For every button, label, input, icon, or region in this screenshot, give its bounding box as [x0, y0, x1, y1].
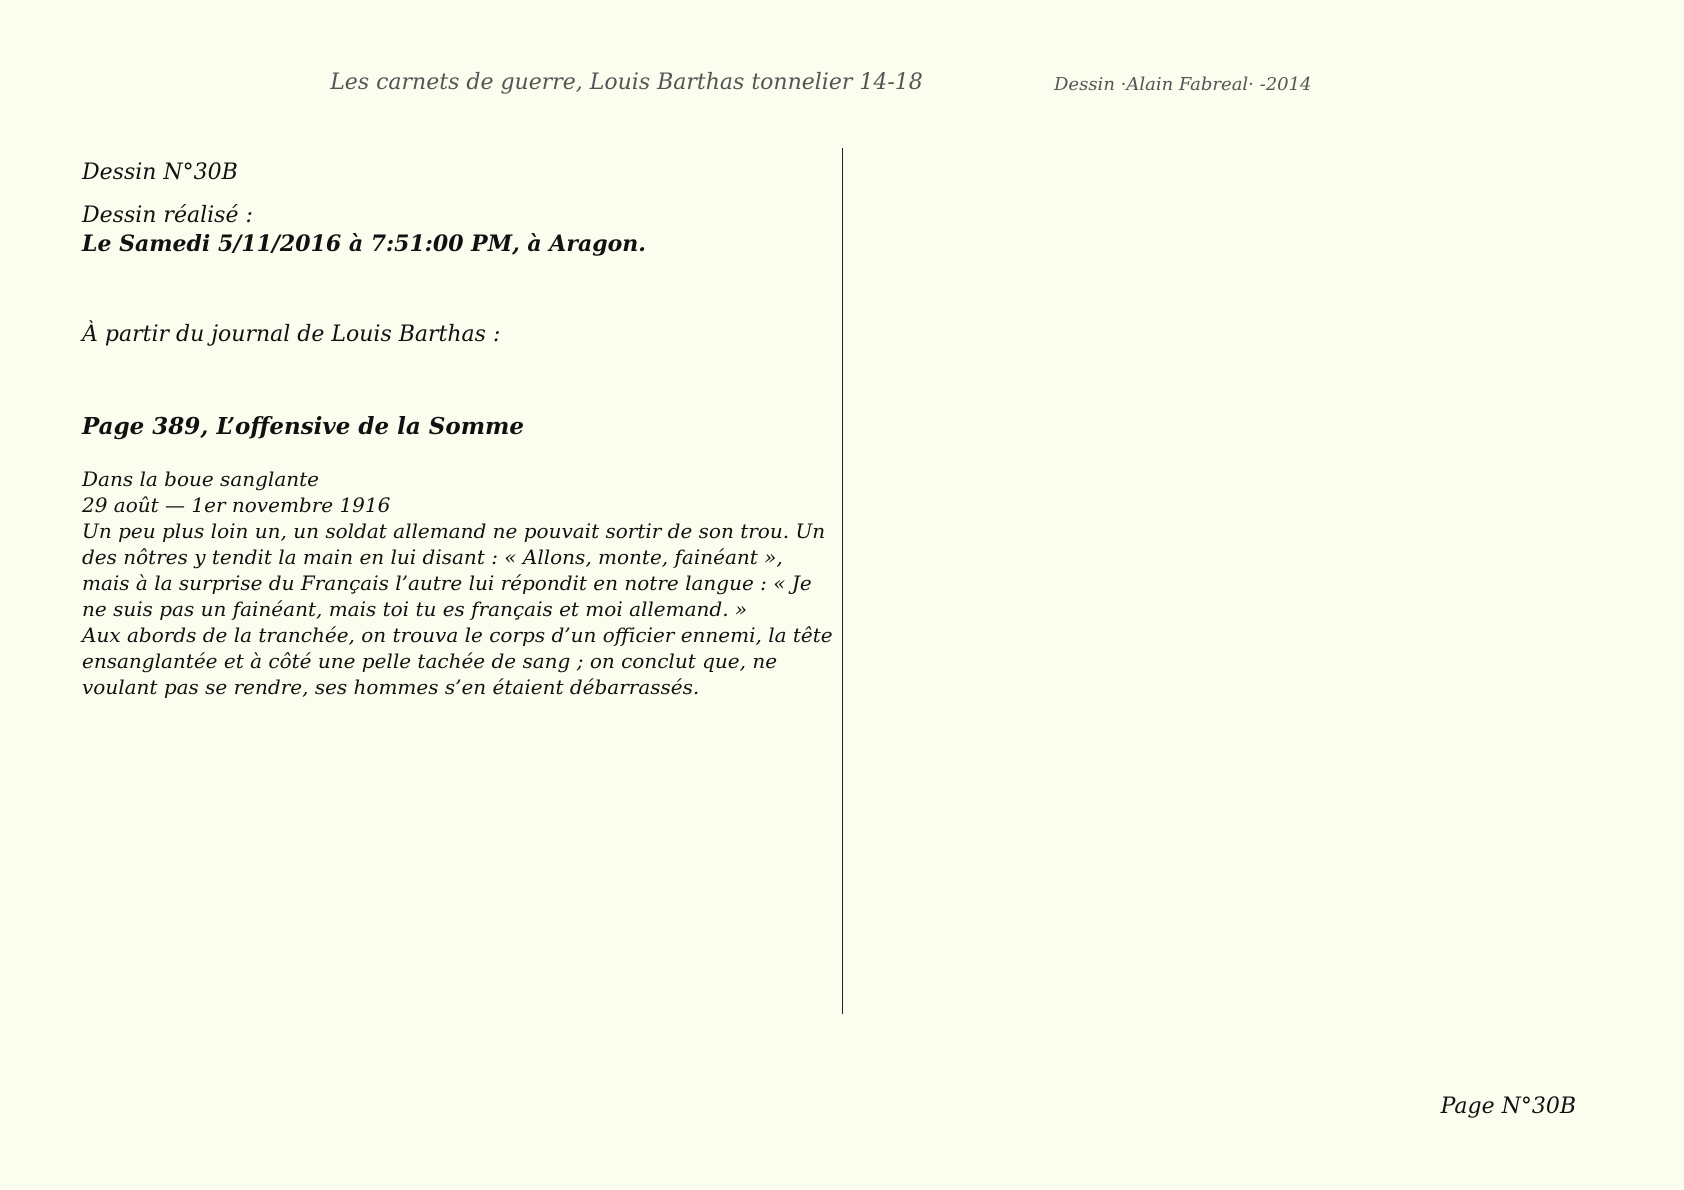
- excerpt-line: 29 août — 1er novembre 1916: [82, 493, 391, 517]
- left-text-panel: [82, 158, 834, 700]
- section-title: Page 389, L’offensive de la Somme: [82, 413, 525, 440]
- made-label: Dessin réalisé :: [82, 203, 253, 228]
- journal-excerpt: [82, 466, 834, 700]
- excerpt-paragraph: Un peu plus loin un, un soldat allemand ne pouvait sortir de son trou. Un des nôtres y tendit la main en lui disant : « Allons, monte, fainéant », mais à la surprise du Français l’autre lui répondit en notre langue : « Je ne suis pas un fainéant, mais toi tu es français et moi allemand. »: [82, 519, 826, 621]
- excerpt-paragraph: Aux abords de la tranchée, on trouva le corps d’un officier ennemi, la tête ensanglantée et à côté une pelle tachée de sang ; on conclut que, ne voulant pas se rendre, ses hommes s’en étaient débarrassés.: [82, 623, 833, 699]
- vertical-divider: [842, 148, 843, 1014]
- excerpt-line: Dans la boue sanglante: [82, 467, 320, 491]
- page-number: Page N°30B: [1440, 1094, 1576, 1119]
- source-intro: À partir du journal de Louis Barthas :: [82, 322, 501, 347]
- drawing-number: Dessin N°30B: [82, 160, 238, 185]
- credit-header: Dessin ·Alain Fabreal· -2014: [1054, 74, 1312, 95]
- book-title-header: Les carnets de guerre, Louis Barthas tonnelier 14-18: [330, 70, 923, 95]
- made-date: Le Samedi 5/11/2016 à 7:51:00 PM, à Aragon.: [82, 231, 646, 257]
